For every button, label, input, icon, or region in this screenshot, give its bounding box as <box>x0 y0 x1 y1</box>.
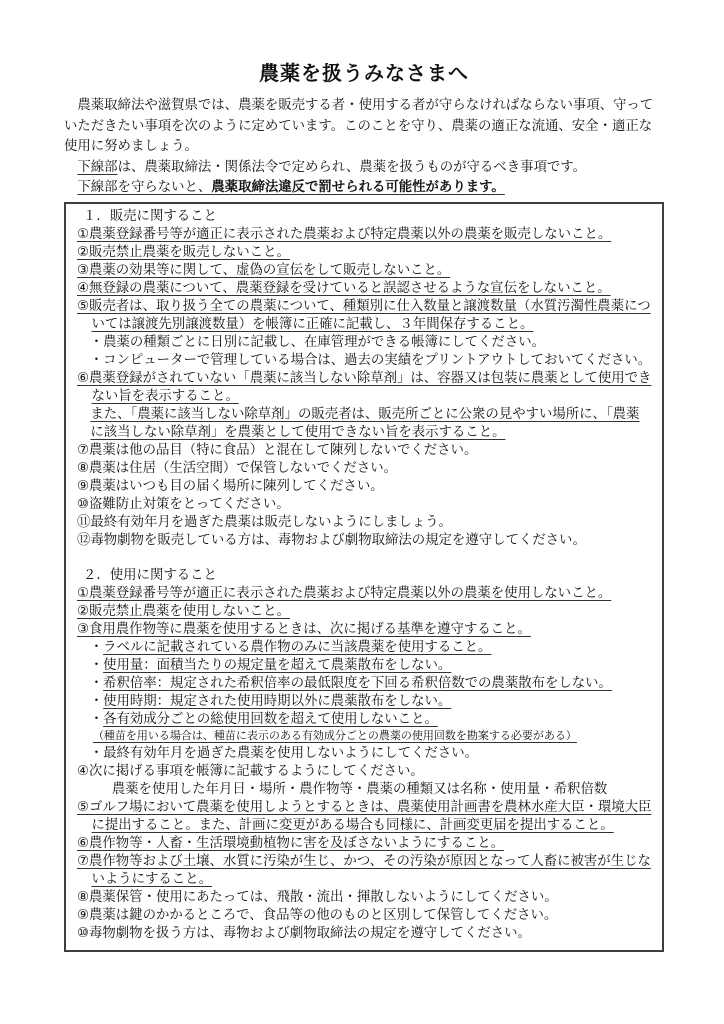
bullet-marker: ・ <box>89 333 104 349</box>
list-item <box>77 297 652 333</box>
item-text: ⑥農薬登録がされていない「農薬に該当しない除草剤」は、容器又は包装に農薬として使用できない旨を表示すること。 <box>77 369 652 403</box>
item-text: ②販売禁止農薬を使用しないこと。 <box>77 602 290 618</box>
list-item <box>90 333 652 351</box>
list-item <box>90 744 652 762</box>
list-item <box>77 441 652 459</box>
list-item <box>77 620 652 638</box>
item-text: ②販売禁止農薬を販売しないこと。 <box>77 243 290 259</box>
list-item <box>77 279 652 297</box>
warning-note-bold: 農薬取締法違反で罰せられる可能性があります。 <box>211 179 505 194</box>
item-text: ⑧農薬保管・使用にあたっては、飛散・流出・揮散しないようにしてください。 <box>77 889 558 904</box>
list-item <box>77 477 652 495</box>
item-text: 使用時期：規定された使用時期以外に農薬散布をしない。 <box>103 692 452 708</box>
legal-note <box>64 157 664 178</box>
legal-note-rest: は、農薬取締法・関係法令で定められ、農薬を扱うものが守るべき事項です。 <box>117 158 586 174</box>
list-item <box>93 728 652 745</box>
bullet-marker: ・ <box>89 674 104 690</box>
bullet-marker: ・ <box>89 692 104 708</box>
list-item <box>90 674 652 692</box>
list-item <box>77 888 652 906</box>
legal-note-underlined-term: 下線部 <box>77 158 118 174</box>
item-text: ⑥農作物等・人畜・生活環境動植物に害を及ぼさないようにすること。 <box>77 835 505 850</box>
list-item <box>90 692 652 710</box>
list-item <box>90 638 652 656</box>
item-text: ⑤販売者は、取り扱う全ての農薬について、種類別に仕入数量と譲渡数量（水質汚濁性農薬については譲渡先別譲渡数量）を帳簿に正確に記載し、３年間保存すること。 <box>77 297 651 331</box>
item-text: 最終有効年月を過ぎた農薬を使用しないようにしてください。 <box>103 745 479 760</box>
list-item <box>90 710 652 728</box>
list-item <box>90 351 652 369</box>
item-text: 各有効成分ごとの総使用回数を超えて使用しないこと。 <box>103 710 438 726</box>
warning-note-underline <box>77 179 504 194</box>
item-text: 希釈倍率：規定された希釈倍率の最低限度を下回る希釈倍数での農薬散布をしない。 <box>103 674 612 690</box>
list-item <box>77 584 652 602</box>
item-text: ⑦農薬は他の品目（特に食品）と混在して陳列しないでください。 <box>77 441 478 457</box>
item-text: ⑦農作物等および土壌、水質に汚染が生じ、かつ、その汚染が原因となって人畜に被害が生じないようにすること。 <box>77 853 651 886</box>
item-text: ⑨農薬はいつも目の届く場所に陳列してください。 <box>77 477 384 493</box>
section-2 <box>77 566 652 943</box>
list-item <box>77 798 652 834</box>
item-text: ①農薬登録番号等が適正に表示された農薬および特定農薬以外の農薬を販売しないこと。 <box>77 225 612 241</box>
section-heading: １．販売に関すること <box>83 207 217 223</box>
list-item <box>77 459 652 477</box>
item-text: ⑪最終有効年月を過ぎた農薬は販売しないようにしましょう。 <box>77 513 452 529</box>
item-text: （種苗を用いる場合は、種苗に表示のある有効成分ごとの農薬の使用回数を勘案する必要がある） <box>92 729 577 742</box>
list-item <box>77 834 652 852</box>
item-text: 農薬を使用した年月日・場所・農作物等・農薬の種類又は名称・使用量・希釈倍数 <box>111 781 608 796</box>
list-item <box>77 369 652 405</box>
intro-paragraph: 農薬取締法や滋賀県では、農薬を販売する者・使用する者が守らなければならない事項、守っていただきたい事項を次のように定めています。このことを守り、農薬の適正な流通、安全・適正な使用に努めましょう。 <box>64 97 654 153</box>
item-text: ③食用農作物等に農薬を使用するときは、次に掲げる基準を遵守すること。 <box>77 620 531 636</box>
rules-box <box>64 202 664 953</box>
item-text: ④次に掲げる事項を帳簿に記載するようにしてください。 <box>77 763 424 778</box>
item-text: 使用量：面積当たりの規定量を超えて農薬散布をしない。 <box>103 656 452 672</box>
list-item <box>77 243 652 261</box>
section-1 <box>77 207 652 549</box>
list-item <box>77 495 652 513</box>
list-item <box>77 762 652 780</box>
list-item <box>77 261 652 279</box>
bullet-marker: ・ <box>89 745 104 760</box>
item-text: ラベルに記載されている農作物のみに当該農薬を使用すること。 <box>103 638 492 654</box>
bullet-marker: ・ <box>89 638 104 654</box>
item-text: ⑩盗難防止対策をとってください。 <box>77 495 290 511</box>
list-item <box>77 513 652 531</box>
bullet-marker: ・ <box>89 656 104 672</box>
list-item <box>77 852 652 888</box>
item-text: 農薬の種類ごとに日別に記載し、在庫管理ができる帳簿にしてください。 <box>103 333 545 349</box>
list-item <box>90 656 652 674</box>
list-item <box>90 405 652 441</box>
warning-note-plain: 下線部を守らないと、 <box>77 179 212 194</box>
item-text: ①農薬登録番号等が適正に表示された農薬および特定農薬以外の農薬を使用しないこと。 <box>77 584 612 600</box>
page-title: 農薬を扱うみなさまへ <box>259 63 469 85</box>
list-item <box>77 602 652 620</box>
list-item <box>77 531 652 549</box>
item-text: ⑨農薬は鍵のかかるところで、食品等の他のものと区別して保管してください。 <box>77 907 558 922</box>
list-item <box>77 924 652 942</box>
item-text: ⑧農薬は住居（生活空間）で保管しないでください。 <box>77 459 397 475</box>
item-text: ⑫毒物劇物を販売している方は、毒物および劇物取締法の規定を遵守してください。 <box>77 531 586 547</box>
list-item <box>112 780 652 798</box>
item-text: ④無登録の農薬について、農薬登録を受けていると誤認させるような宣伝をしないこと。 <box>77 279 611 295</box>
list-item <box>77 906 652 924</box>
bullet-marker: ・ <box>89 710 104 726</box>
item-text: ⑩毒物劇物を扱う方は、毒物および劇物取締法の規定を遵守してください。 <box>77 925 531 940</box>
warning-note <box>64 177 664 198</box>
item-text: コンピューターで管理している場合は、過去の実績をプリントアウトしておいてください。 <box>103 351 652 367</box>
item-text: また、「農薬に該当しない除草剤」の販売者は、販売所ごとに公衆の見やすい場所に、「農薬に該当しない除草剤」を農薬として使用できない旨を表示すること。 <box>90 405 640 439</box>
item-text: ⑤ゴルフ場において農薬を使用しようとするときは、農薬使用計画書を農林水産大臣・環境大臣に提出すること。また、計画に変更がある場合も同様に、計画変更届を提出すること。 <box>77 799 652 832</box>
section-heading: ２．使用に関すること <box>83 566 217 582</box>
list-item <box>77 225 652 243</box>
item-text: ③農薬の効果等に関して、虚偽の宣伝をして販売しないこと。 <box>77 261 451 277</box>
bullet-marker: ・ <box>89 351 104 367</box>
